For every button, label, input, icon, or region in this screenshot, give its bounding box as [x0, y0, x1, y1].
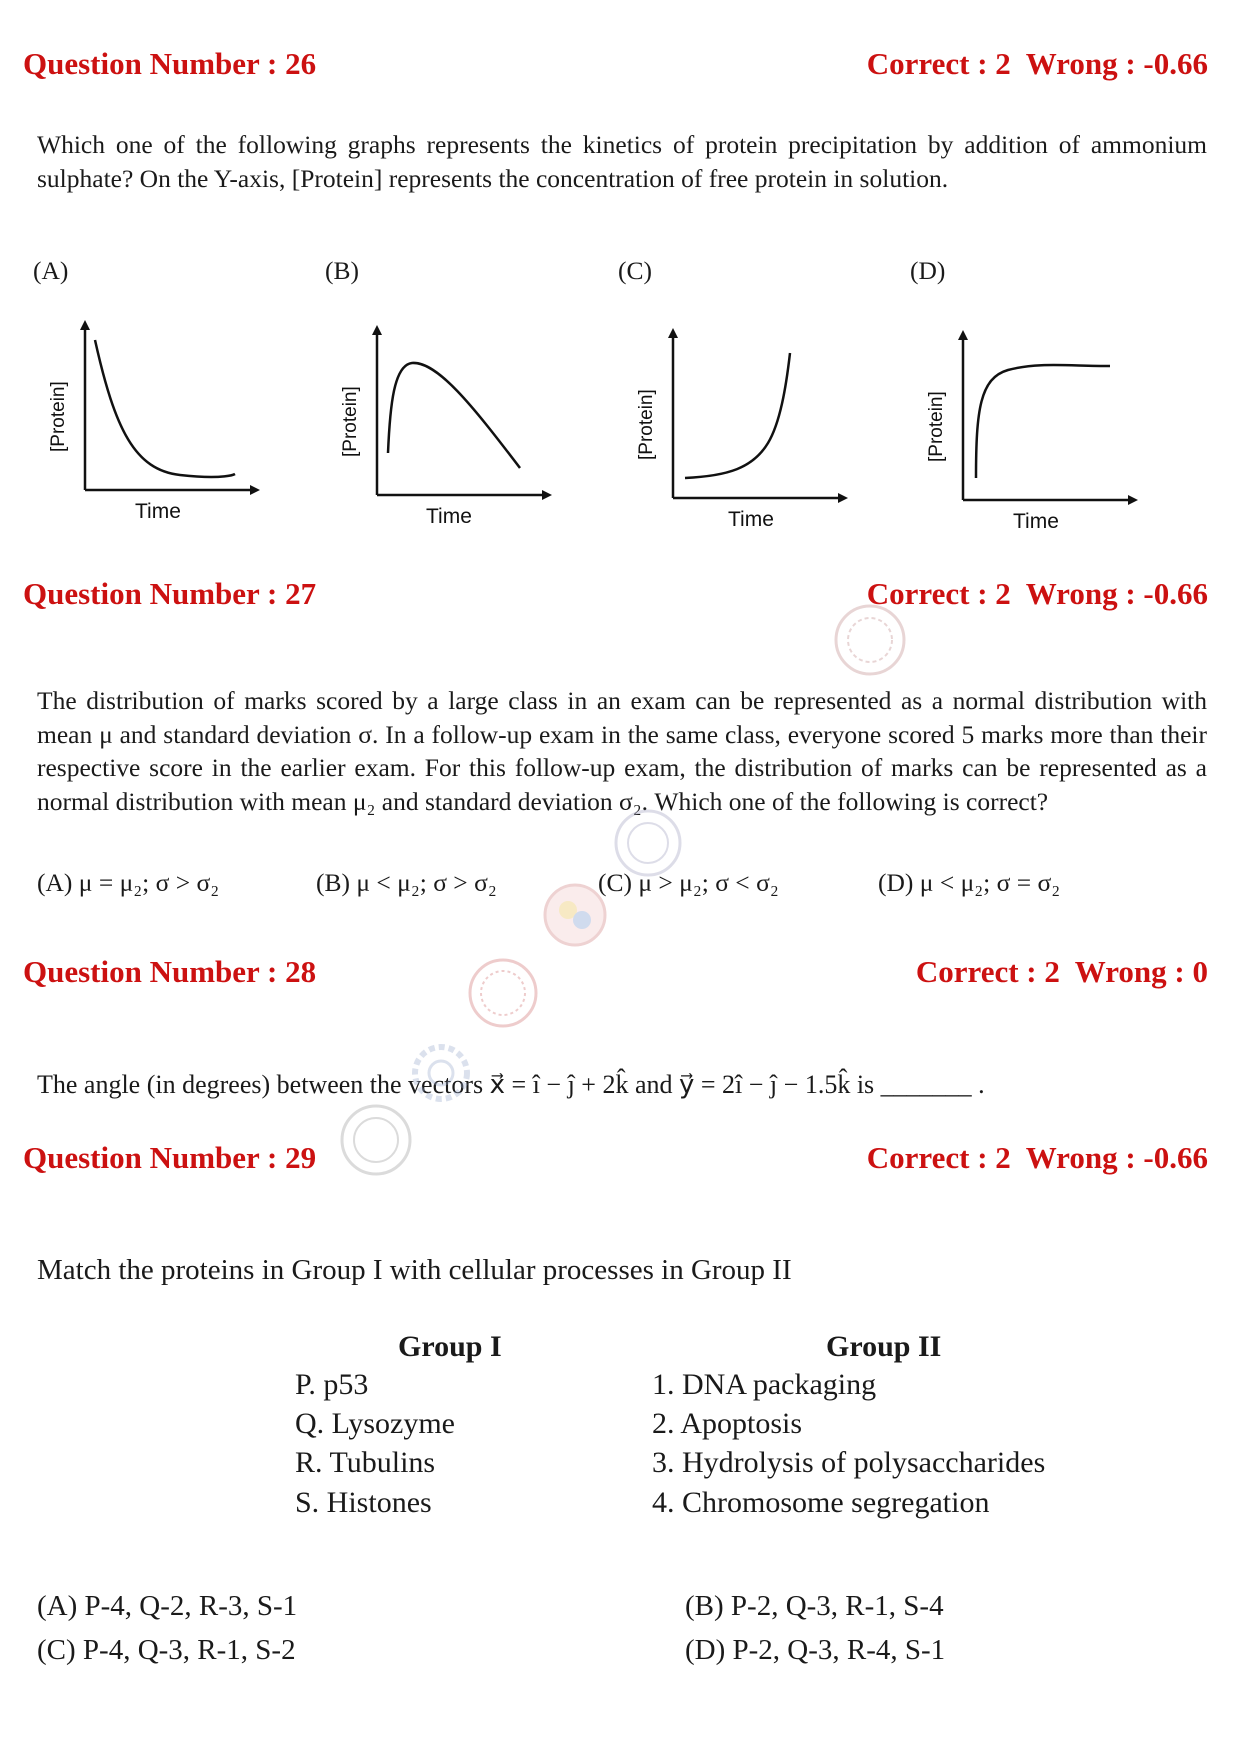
q29-text: Match the proteins in Group I with cellular processes in Group II [37, 1254, 792, 1286]
q26-number: Question Number : 26 [23, 46, 317, 81]
q29-option-b[interactable]: (B) P-2, Q-3, R-1, S-4 [685, 1590, 944, 1622]
curve [976, 365, 1110, 478]
x-axis-arrow [1128, 495, 1138, 505]
y-axis-arrow [80, 320, 90, 330]
q26-graph-b [332, 325, 562, 535]
q28-number: Question Number : 28 [23, 954, 317, 989]
q26-graph-a [40, 320, 270, 530]
q28-text: The angle (in degrees) between the vectors x⃗ = î − ĵ + 2k̂ and y⃗ = 2î − ĵ − 1.5k̂ is _______ . [37, 1070, 985, 1099]
group2-item-1: 1. DNA packaging [652, 1368, 877, 1401]
q28-header [23, 954, 1208, 1002]
q27-text: The distribution of marks scored by a large class in an exam can be represented as a normal distribution with mean μ and standard deviation σ. In a follow-up exam in the same class, everyone scored 5 marks more than their respective score in the earlier exam. For this follow-up exam, the distribution of marks can be represented as a normal distribution with mean μ₂ and standard deviation σ₂. Which one of the following is correct? [37, 686, 1207, 816]
q29-marks: Correct : 2 Wrong : -0.66 [866, 1140, 1208, 1175]
q27-option-d[interactable]: (D) μ < μ₂; σ = σ₂ [878, 868, 1061, 897]
q26-graph-c [628, 328, 858, 538]
watermark-seal-icon [336, 1100, 416, 1180]
group2-item-2: 2. Apoptosis [652, 1407, 803, 1440]
watermark-seal-icon [830, 600, 910, 680]
y-axis-label: [Protein] [926, 391, 947, 462]
q29-header [23, 1140, 1208, 1188]
y-axis-label: [Protein] [636, 389, 657, 460]
group1-item-q: Q. Lysozyme [295, 1407, 455, 1440]
group1-item-p: P. p53 [295, 1368, 369, 1401]
q29-option-d[interactable]: (D) P-2, Q-3, R-4, S-1 [685, 1634, 946, 1666]
group1-item-s: S. Histones [295, 1486, 432, 1519]
curve [95, 340, 235, 477]
q29-option-a[interactable]: (A) P-4, Q-2, R-3, S-1 [37, 1590, 298, 1622]
group1-title: Group I [398, 1330, 502, 1363]
q29-number: Question Number : 29 [23, 1140, 317, 1175]
q26-graph-a-label: (A) [33, 256, 69, 285]
q29-option-c[interactable]: (C) P-4, Q-3, R-1, S-2 [37, 1634, 296, 1666]
q26-graph-c-label: (C) [618, 256, 652, 285]
curve [388, 363, 520, 468]
curve [685, 353, 790, 478]
q27-option-c[interactable]: (C) μ > μ₂; σ < σ₂ [598, 868, 779, 897]
q26-graph-d-label: (D) [910, 256, 946, 285]
group1-item-r: R. Tubulins [295, 1446, 436, 1479]
x-axis-label: Time [426, 505, 472, 528]
y-axis-arrow [668, 328, 678, 338]
watermark-seal-icon [465, 955, 541, 1031]
q27-option-a[interactable]: (A) μ = μ₂; σ > σ₂ [37, 868, 220, 897]
q27-marks: Correct : 2 Wrong : -0.66 [866, 576, 1208, 611]
watermark-gear-icon [408, 1040, 474, 1106]
q27-option-b[interactable]: (B) μ < μ₂; σ > σ₂ [316, 868, 497, 897]
watermark-seal-icon [610, 805, 686, 881]
q26-header [23, 46, 1208, 94]
q28-marks: Correct : 2 Wrong : 0 [915, 954, 1208, 989]
group2-item-4: 4. Chromosome segregation [652, 1486, 990, 1519]
group2-title: Group II [826, 1330, 942, 1363]
q27-number: Question Number : 27 [23, 576, 317, 611]
y-axis-label: [Protein] [48, 381, 69, 452]
q26-marks: Correct : 2 Wrong : -0.66 [866, 46, 1208, 81]
q26-graph-b-label: (B) [325, 256, 359, 285]
x-axis-arrow [838, 493, 848, 503]
q27-header [23, 576, 1208, 624]
x-axis-arrow [250, 485, 260, 495]
y-axis-arrow [372, 325, 382, 335]
y-axis-label: [Protein] [340, 386, 361, 457]
x-axis-arrow [542, 490, 552, 500]
watermark-emblem-icon [540, 880, 610, 950]
group2-item-3: 3. Hydrolysis of polysaccharides [652, 1446, 1046, 1479]
q26-graph-d [918, 330, 1148, 540]
x-axis-label: Time [135, 500, 181, 523]
x-axis-label: Time [1013, 510, 1059, 533]
y-axis-arrow [958, 330, 968, 340]
x-axis-label: Time [728, 508, 774, 531]
q26-text: Which one of the following graphs represents the kinetics of protein precipitation by addition of ammonium sulphate? On the Y-axis, [Protein] represents the concentration of free protein in solution. [37, 130, 1207, 193]
